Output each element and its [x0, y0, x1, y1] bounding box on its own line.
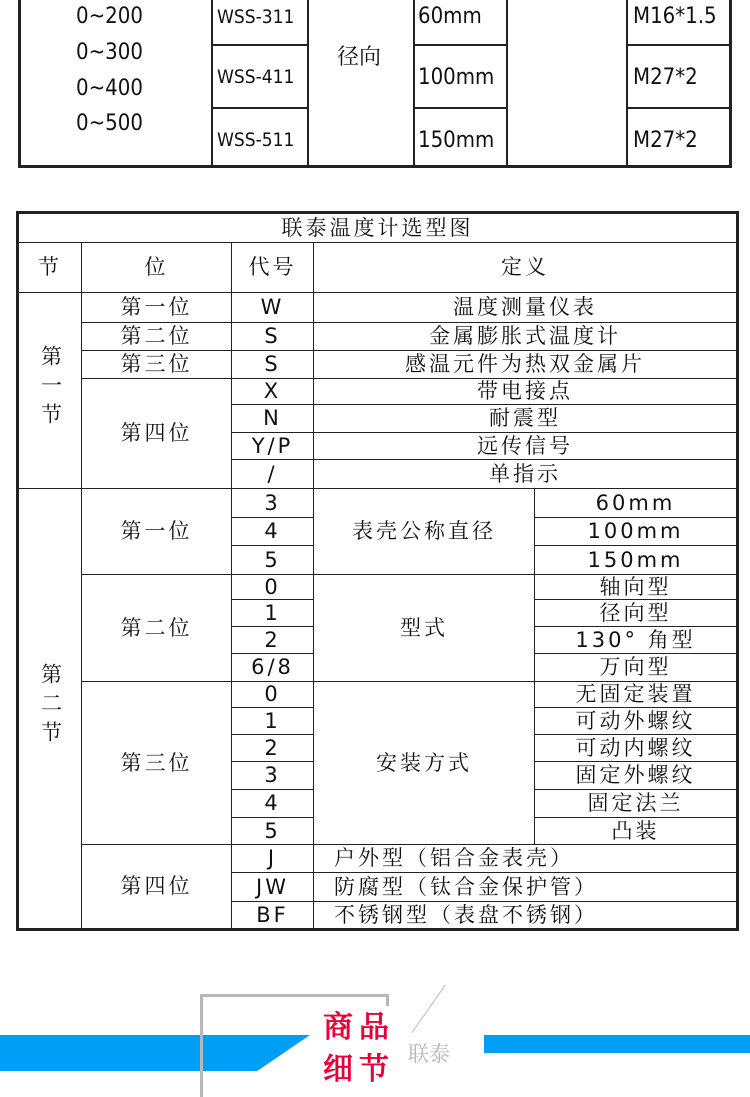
definition-cell: 不锈钢型（表盘不锈钢） — [314, 902, 738, 930]
position-cell: 第四位 — [82, 845, 232, 930]
position-cell: 第一位 — [82, 293, 232, 323]
definition-cell: 感温元件为热双金属片 — [314, 351, 738, 379]
code-cell: S — [232, 351, 314, 379]
category-cell: 型式 — [314, 575, 535, 682]
code-cell: 5 — [232, 818, 314, 845]
code-cell: JW — [232, 873, 314, 902]
range-text: 0~500 — [76, 111, 143, 136]
code-cell: 5 — [232, 546, 314, 575]
code-cell: Y/P — [232, 433, 314, 460]
table-row — [18, 489, 738, 518]
table-row — [18, 293, 738, 323]
footer-title-line2: 细节 — [323, 1052, 395, 1087]
code-cell: 2 — [232, 735, 314, 762]
range-text: 0~300 — [76, 40, 143, 65]
definition-cell: 户外型（铝合金表壳） — [314, 845, 738, 873]
definition-cell: 单指示 — [314, 460, 738, 489]
model-code: WSS-511 — [217, 129, 295, 151]
position-cell: 第二位 — [82, 323, 232, 351]
footer-blue-bar-right — [484, 1035, 750, 1053]
code-cell: S — [232, 323, 314, 351]
range-text: 0~200 — [76, 4, 143, 29]
position-cell: 第四位 — [82, 379, 232, 489]
table-row — [18, 351, 738, 379]
category-cell: 安装方式 — [314, 682, 535, 845]
model-table — [18, 0, 732, 168]
definition-cell: 金属膨胀式温度计 — [314, 323, 738, 351]
table-row — [18, 845, 738, 873]
size-text: 100mm — [418, 65, 495, 90]
definition-cell: 万向型 — [535, 654, 738, 682]
table-title: 联泰温度计选型图 — [18, 213, 738, 243]
category-cell: 表壳公称直径 — [314, 489, 535, 575]
size-text: 60mm — [418, 4, 482, 29]
code-cell: 0 — [232, 575, 314, 600]
section-label-cell — [18, 489, 82, 930]
table-row — [18, 379, 738, 405]
definition-cell: 可动内螺纹 — [535, 735, 738, 762]
section-label-cell — [18, 293, 82, 489]
code-cell: 3 — [232, 762, 314, 790]
code-cell: 1 — [232, 708, 314, 735]
range-text: 0~400 — [76, 76, 143, 101]
code-cell: 3 — [232, 489, 314, 518]
definition-cell: 固定外螺纹 — [535, 762, 738, 790]
section-label: 第二节 — [38, 663, 63, 750]
model-code: WSS-311 — [217, 6, 295, 28]
code-cell: X — [232, 379, 314, 405]
definition-cell: 无固定装置 — [535, 682, 738, 708]
definition-cell: 温度测量仪表 — [314, 293, 738, 323]
table-row — [18, 323, 738, 351]
definition-cell: 远传信号 — [314, 433, 738, 460]
footer-title-line1: 商品 — [323, 1010, 395, 1045]
thread-text: M27*2 — [633, 128, 698, 153]
position-cell: 第三位 — [82, 682, 232, 845]
table-row — [18, 682, 738, 708]
definition-cell: 带电接点 — [314, 379, 738, 405]
code-cell: N — [232, 405, 314, 433]
definition-cell: 轴向型 — [535, 575, 738, 600]
position-cell: 第一位 — [82, 489, 232, 575]
definition-cell: 100mm — [535, 518, 738, 546]
code-cell: 1 — [232, 600, 314, 627]
code-cell: 4 — [232, 790, 314, 818]
code-cell: 2 — [232, 627, 314, 654]
definition-cell: 130° 角型 — [535, 627, 738, 654]
table-row — [18, 575, 738, 600]
thread-text: M16*1.5 — [633, 4, 717, 29]
definition-cell: 防腐型（钛合金保护管） — [314, 873, 738, 902]
definition-cell: 凸装 — [535, 818, 738, 845]
footer-slash — [411, 985, 445, 1033]
code-cell: / — [232, 460, 314, 489]
position-cell: 第二位 — [82, 575, 232, 682]
direction-text: 径向 — [337, 45, 382, 70]
definition-cell: 固定法兰 — [535, 790, 738, 818]
header-position: 位 — [82, 243, 232, 293]
section-label: 第一节 — [38, 345, 63, 432]
definition-cell: 可动外螺纹 — [535, 708, 738, 735]
code-cell: 0 — [232, 682, 314, 708]
size-text: 150mm — [418, 128, 495, 153]
code-cell: 6/8 — [232, 654, 314, 682]
header-section: 节 — [18, 243, 82, 293]
selection-table — [16, 211, 739, 931]
position-cell: 第三位 — [82, 351, 232, 379]
definition-cell: 耐震型 — [314, 405, 738, 433]
code-cell: BF — [232, 902, 314, 930]
thread-text: M27*2 — [633, 65, 698, 90]
model-code: WSS-411 — [217, 66, 295, 88]
definition-cell: 150mm — [535, 546, 738, 575]
code-cell: W — [232, 293, 314, 323]
code-cell: J — [232, 845, 314, 873]
header-definition: 定义 — [314, 243, 738, 293]
code-cell: 4 — [232, 518, 314, 546]
definition-cell: 径向型 — [535, 600, 738, 627]
header-code: 代号 — [232, 243, 314, 293]
definition-cell: 60mm — [535, 489, 738, 518]
footer-brand: 联泰 — [408, 1042, 450, 1066]
